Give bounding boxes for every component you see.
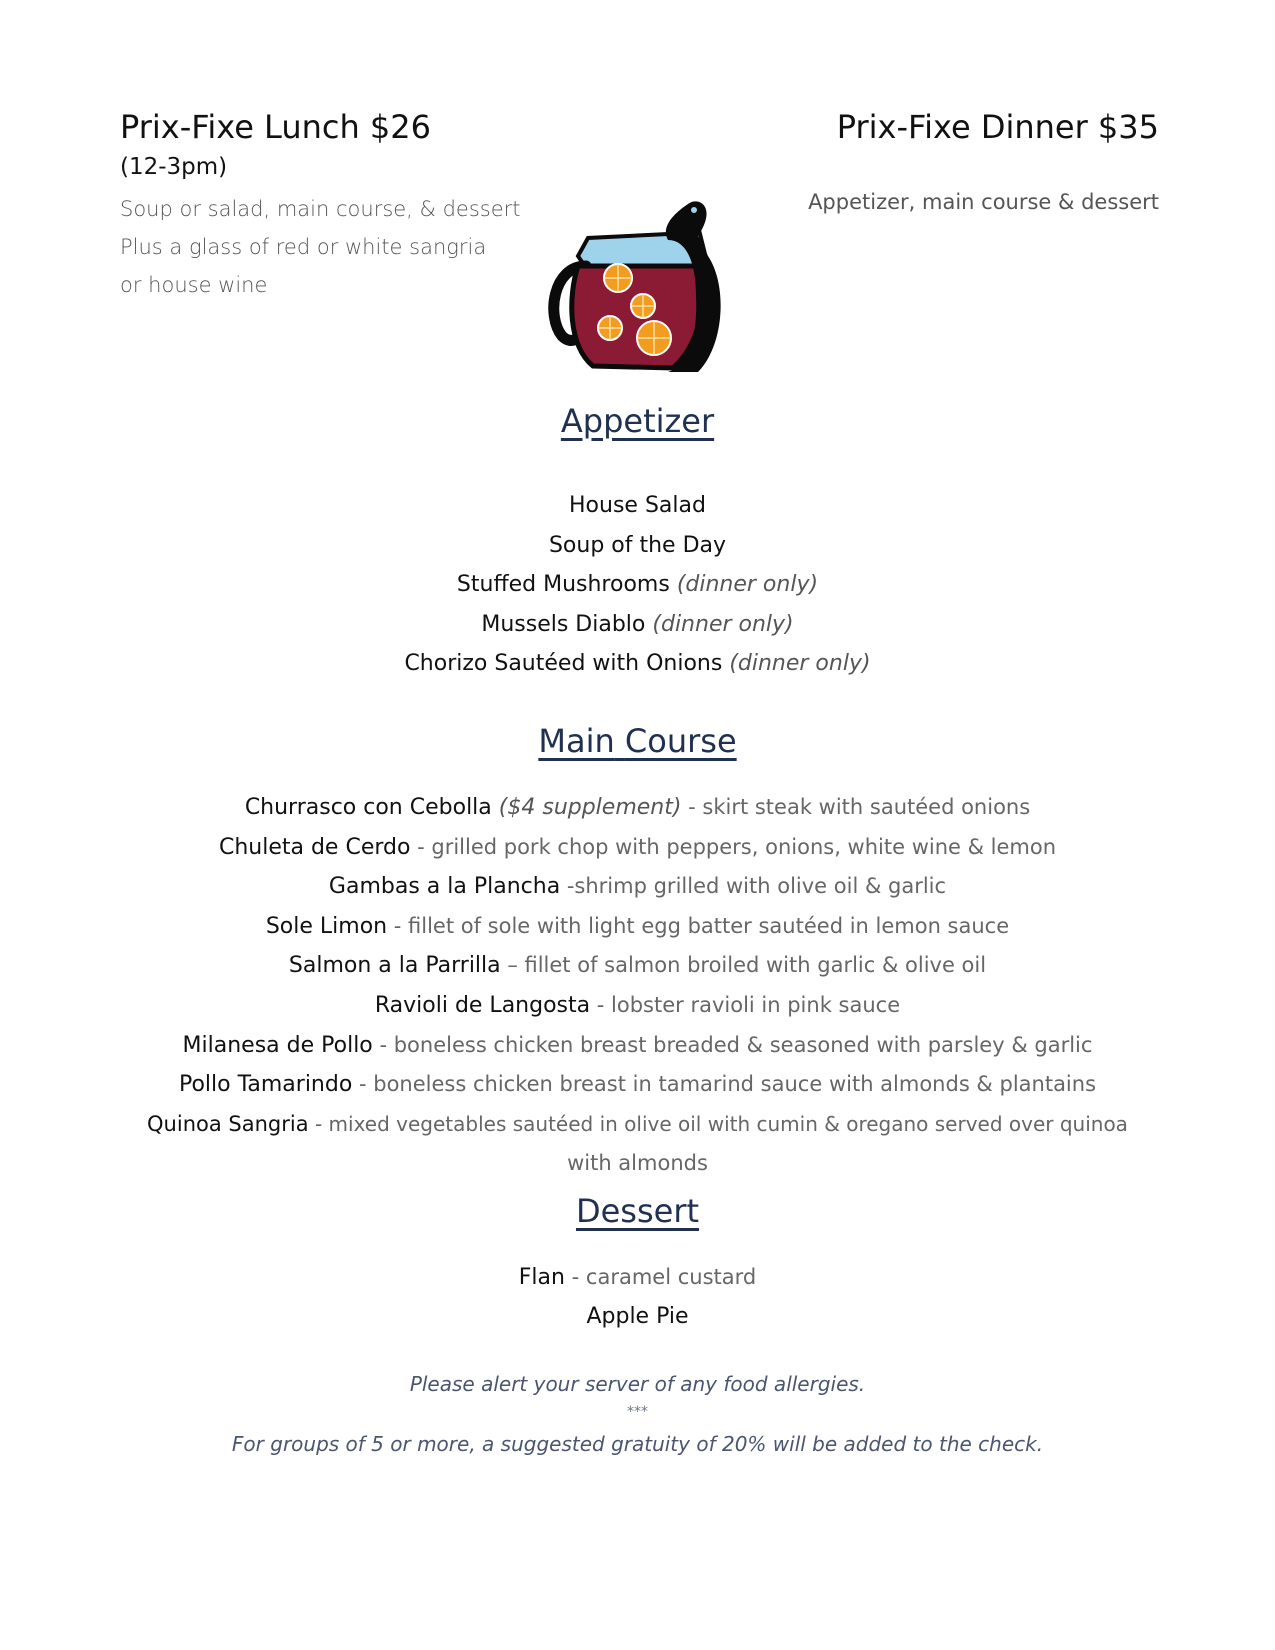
item-name: Gambas a la Plancha	[328, 874, 561, 900]
separator-stars: ***	[627, 1404, 648, 1420]
list-item	[0, 828, 1275, 868]
item-description: - fillet of sole with light egg batter sautéed in lemon sauce	[387, 913, 1010, 938]
item-name: Soup of the Day	[548, 532, 727, 558]
item-name: Pollo Tamarindo	[178, 1072, 353, 1098]
item-name: Apple Pie	[586, 1304, 689, 1329]
dessert-list	[0, 1258, 1275, 1336]
list-item-continuation	[0, 1144, 1275, 1182]
lunch-description	[120, 190, 521, 304]
lunch-title: Prix-Fixe Lunch $26	[120, 108, 431, 146]
item-description: - boneless chicken breast breaded & seasoned with parsley & garlic	[372, 1032, 1093, 1057]
lunch-line: Plus a glass of red or white sangria	[120, 235, 487, 259]
list-item	[0, 605, 1275, 645]
item-name: Salmon a la Parrilla	[288, 953, 501, 979]
item-name: Chuleta de Cerdo	[218, 834, 411, 860]
item-description: with almonds	[567, 1151, 708, 1176]
item-note: (dinner only)	[676, 572, 819, 597]
item-description: - skirt steak with sautéed onions	[681, 795, 1031, 819]
item-description: – fillet of salmon broiled with garlic & olive oil	[500, 953, 987, 978]
appetizer-list	[0, 486, 1275, 684]
item-name: Chorizo Sautéed with Onions	[404, 651, 723, 676]
item-note: ($4 supplement)	[498, 795, 682, 820]
item-name: Mussels Diablo	[481, 611, 646, 637]
item-description: -shrimp grilled with olive oil & garlic	[560, 874, 947, 899]
item-description: - lobster ravioli in pink sauce	[590, 992, 901, 1017]
item-description: - mixed vegetables sautéed in olive oil with cumin & oregano served over quinoa	[308, 1111, 1128, 1136]
sangria-pitcher-icon	[548, 196, 728, 386]
list-item	[0, 644, 1275, 684]
item-name: House Salad	[569, 493, 706, 518]
item-name: Stuffed Mushrooms	[456, 572, 670, 597]
lunch-line: Soup or salad, main course, & dessert	[120, 197, 521, 221]
item-name: Sole Limon	[265, 913, 388, 939]
item-description: - grilled pork chop with peppers, onions, white wine & lemon	[410, 834, 1057, 859]
list-item	[0, 867, 1275, 907]
list-item	[0, 526, 1275, 566]
list-item	[0, 1297, 1275, 1336]
main-course-heading-word: Main	[538, 722, 615, 760]
item-description: - caramel custard	[564, 1265, 757, 1289]
appetizer-heading: Appetizer	[560, 402, 715, 440]
lunch-line: or house wine	[120, 273, 268, 297]
item-name: Quinoa Sangria	[147, 1111, 309, 1136]
gratuity-notice: For groups of 5 or more, a suggested gratuity of 20% will be added to the check.	[231, 1432, 1044, 1456]
list-item	[0, 986, 1275, 1026]
item-name: Milanesa de Pollo	[182, 1032, 373, 1058]
list-item	[0, 1258, 1275, 1297]
item-name: Ravioli de Langosta	[374, 992, 591, 1018]
item-name: Churrasco con Cebolla	[244, 795, 492, 820]
item-name: Flan	[518, 1265, 565, 1290]
list-item	[0, 907, 1275, 947]
list-item	[0, 946, 1275, 986]
lunch-hours: (12-3pm)	[120, 154, 228, 180]
dinner-title: Prix-Fixe Dinner $35	[836, 108, 1159, 146]
dinner-description: Appetizer, main course & dessert	[808, 190, 1159, 214]
main-course-heading	[0, 722, 1275, 760]
list-item	[0, 788, 1275, 828]
list-item	[0, 1026, 1275, 1066]
item-description: - boneless chicken breast in tamarind sauce with almonds & plantains	[352, 1072, 1097, 1097]
list-item	[0, 486, 1275, 526]
item-note: (dinner only)	[652, 611, 794, 637]
list-item	[0, 1065, 1275, 1105]
main-course-list	[0, 788, 1275, 1182]
list-item	[0, 565, 1275, 605]
item-note: (dinner only)	[729, 651, 871, 676]
dessert-heading: Dessert	[575, 1192, 700, 1230]
list-item	[0, 1105, 1275, 1145]
allergy-notice: Please alert your server of any food allergies.	[409, 1372, 866, 1396]
main-course-heading-word: Course	[624, 722, 737, 760]
